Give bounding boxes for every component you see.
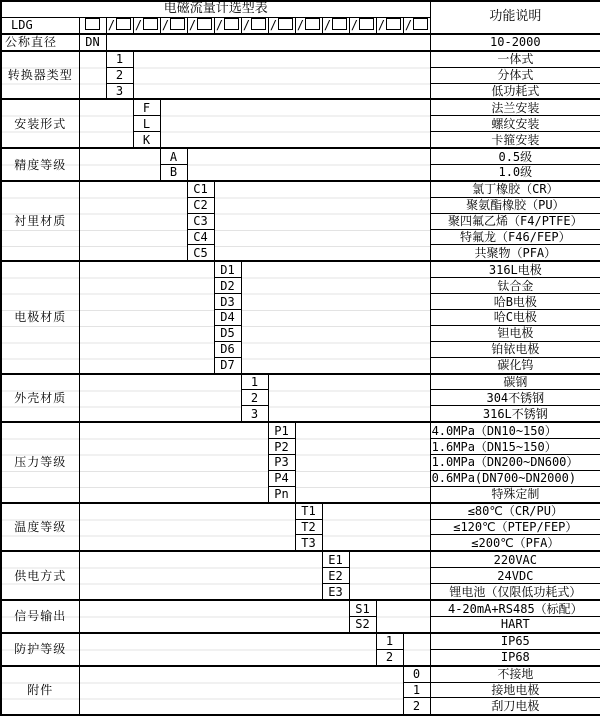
code-cell: D6 bbox=[214, 341, 241, 357]
code-cell: 1 bbox=[241, 374, 268, 390]
function-desc-cell: 聚四氟乙烯（F4/PTFE） bbox=[430, 213, 600, 229]
blank-area bbox=[322, 503, 430, 552]
blank-box-icon bbox=[224, 18, 239, 30]
code-cell: E2 bbox=[322, 568, 349, 584]
table-row bbox=[1, 148, 600, 164]
code-cell: L bbox=[133, 116, 160, 132]
model-slot-cell bbox=[349, 17, 376, 33]
model-slot-cell bbox=[133, 17, 160, 33]
function-desc-cell: 法兰安装 bbox=[430, 99, 600, 115]
code-cell: D5 bbox=[214, 325, 241, 341]
function-column-header: 功能说明 bbox=[430, 1, 600, 34]
code-cell: 2 bbox=[403, 698, 430, 715]
function-desc-cell: 316L电极 bbox=[430, 261, 600, 277]
blank-box-icon bbox=[278, 18, 293, 30]
function-desc-cell: 铂铱电极 bbox=[430, 341, 600, 357]
slash-separator: / bbox=[188, 18, 197, 33]
code-cell: C3 bbox=[187, 213, 214, 229]
code-cell: D3 bbox=[214, 294, 241, 310]
table-row bbox=[1, 51, 600, 67]
code-cell: Pn bbox=[268, 486, 295, 502]
blank-area bbox=[79, 181, 187, 261]
blank-area bbox=[79, 633, 376, 666]
slash-separator: / bbox=[323, 18, 332, 33]
code-cell: T2 bbox=[295, 519, 322, 535]
code-cell: P3 bbox=[268, 455, 295, 471]
function-desc-cell: 刮刀电极 bbox=[430, 698, 600, 715]
function-desc-cell: 316L不锈钢 bbox=[430, 406, 600, 422]
code-cell: S1 bbox=[349, 600, 376, 616]
function-desc-cell: 0.6MPa(DN700~DN2000) bbox=[430, 470, 600, 486]
blank-area bbox=[403, 633, 430, 666]
slash-separator: / bbox=[107, 18, 116, 33]
code-cell: F bbox=[133, 99, 160, 115]
table-row bbox=[1, 99, 600, 115]
blank-area bbox=[79, 261, 214, 373]
table-row bbox=[1, 633, 600, 649]
blank-box-icon bbox=[85, 18, 100, 30]
code-cell: 2 bbox=[241, 390, 268, 406]
code-cell: C1 bbox=[187, 181, 214, 197]
blank-area bbox=[79, 551, 322, 600]
function-desc-cell: ≤80℃（CR/PU） bbox=[430, 503, 600, 519]
model-first-box-cell bbox=[79, 17, 106, 33]
blank-box-icon bbox=[413, 18, 428, 30]
code-cell: C4 bbox=[187, 229, 214, 245]
function-desc-cell: 钛合金 bbox=[430, 278, 600, 294]
code-cell: 2 bbox=[106, 67, 133, 83]
blank-area bbox=[349, 551, 430, 600]
blank-area bbox=[79, 374, 241, 423]
blank-area bbox=[133, 51, 430, 100]
blank-area bbox=[268, 374, 430, 423]
code-cell: S2 bbox=[349, 616, 376, 632]
blank-box-icon bbox=[197, 18, 212, 30]
function-desc-cell: 螺纹安装 bbox=[430, 116, 600, 132]
category-label: 附件 bbox=[1, 666, 79, 715]
code-cell: D1 bbox=[214, 261, 241, 277]
category-label: 精度等级 bbox=[1, 148, 79, 181]
blank-area bbox=[79, 422, 268, 502]
blank-box-icon bbox=[170, 18, 185, 30]
function-desc-cell: 共聚物（PFA） bbox=[430, 245, 600, 261]
category-label: 公称直径 bbox=[1, 34, 79, 51]
code-cell: E1 bbox=[322, 551, 349, 567]
model-slot-cell bbox=[322, 17, 349, 33]
function-desc-cell: 低功耗式 bbox=[430, 83, 600, 99]
code-cell: T3 bbox=[295, 535, 322, 551]
table-row bbox=[1, 422, 600, 438]
function-desc-cell: 不接地 bbox=[430, 666, 600, 682]
function-desc-cell: 304不锈钢 bbox=[430, 390, 600, 406]
function-desc-cell: 碳化钨 bbox=[430, 357, 600, 373]
function-desc-cell: 1.0级 bbox=[430, 165, 600, 181]
function-desc-cell: 聚氨酯橡胶（PU） bbox=[430, 197, 600, 213]
blank-area bbox=[79, 51, 106, 100]
function-desc-cell: 卡箍安装 bbox=[430, 132, 600, 148]
category-label: 转换器类型 bbox=[1, 51, 79, 100]
function-desc-cell: ≤120℃（PTEP/FEP） bbox=[430, 519, 600, 535]
function-desc-cell: IP65 bbox=[430, 633, 600, 649]
function-desc-cell: 接地电极 bbox=[430, 682, 600, 698]
category-label: 衬里材质 bbox=[1, 181, 79, 261]
code-cell: E3 bbox=[322, 584, 349, 600]
blank-area bbox=[79, 148, 160, 181]
table-row bbox=[1, 503, 600, 519]
category-label: 供电方式 bbox=[1, 551, 79, 600]
table-row bbox=[1, 1, 600, 17]
function-desc-cell: 10-2000 bbox=[430, 34, 600, 51]
function-desc-cell: 钽电极 bbox=[430, 325, 600, 341]
model-slot-cell bbox=[403, 17, 430, 33]
function-desc-cell: 24VDC bbox=[430, 568, 600, 584]
table-row bbox=[1, 181, 600, 197]
model-slot-cell bbox=[160, 17, 187, 33]
table-row bbox=[1, 600, 600, 616]
table-title: 电磁流量计选型表 bbox=[1, 1, 430, 17]
code-cell: 3 bbox=[241, 406, 268, 422]
blank-area bbox=[79, 666, 403, 715]
model-slot-cell bbox=[295, 17, 322, 33]
function-desc-cell: 一体式 bbox=[430, 51, 600, 67]
blank-area bbox=[187, 148, 430, 181]
function-desc-cell: 4-20mA+RS485（标配） bbox=[430, 600, 600, 616]
function-desc-cell: 特殊定制 bbox=[430, 486, 600, 502]
function-desc-cell: 1.0MPa（DN200~DN600） bbox=[430, 455, 600, 471]
function-desc-cell: 1.6MPa（DN15~150） bbox=[430, 439, 600, 455]
category-label: 电极材质 bbox=[1, 261, 79, 373]
blank-box-icon bbox=[251, 18, 266, 30]
code-cell: DN bbox=[79, 34, 106, 51]
slash-separator: / bbox=[350, 18, 359, 33]
model-slot-cell bbox=[376, 17, 403, 33]
function-desc-cell: 0.5级 bbox=[430, 148, 600, 164]
function-desc-cell: 氯丁橡胶（CR） bbox=[430, 181, 600, 197]
slash-separator: / bbox=[404, 18, 413, 33]
blank-area bbox=[79, 503, 295, 552]
code-cell: K bbox=[133, 132, 160, 148]
code-cell: 2 bbox=[376, 649, 403, 665]
table-row bbox=[1, 666, 600, 682]
model-prefix-label: LDG bbox=[1, 17, 79, 33]
function-desc-cell: 碳钢 bbox=[430, 374, 600, 390]
category-label: 安装形式 bbox=[1, 99, 79, 148]
table-row bbox=[1, 374, 600, 390]
code-cell: T1 bbox=[295, 503, 322, 519]
code-cell: B bbox=[160, 165, 187, 181]
blank-box-icon bbox=[143, 18, 158, 30]
function-desc-cell: 哈C电极 bbox=[430, 310, 600, 326]
blank-area bbox=[160, 99, 430, 148]
table-row bbox=[1, 34, 600, 51]
model-slot-cell bbox=[106, 17, 133, 33]
code-cell: 3 bbox=[106, 83, 133, 99]
code-cell: C5 bbox=[187, 245, 214, 261]
slash-separator: / bbox=[242, 18, 251, 33]
code-cell: A bbox=[160, 148, 187, 164]
function-desc-cell: 锂电池（仅限低功耗式） bbox=[430, 584, 600, 600]
category-label: 信号输出 bbox=[1, 600, 79, 633]
blank-area bbox=[214, 181, 430, 261]
function-desc-cell: 4.0MPa（DN10~150） bbox=[430, 422, 600, 438]
category-label: 外壳材质 bbox=[1, 374, 79, 423]
model-slot-cell bbox=[187, 17, 214, 33]
function-desc-cell: 哈B电极 bbox=[430, 294, 600, 310]
code-cell: P2 bbox=[268, 439, 295, 455]
category-label: 温度等级 bbox=[1, 503, 79, 552]
blank-area bbox=[376, 600, 430, 633]
function-desc-cell: 220VAC bbox=[430, 551, 600, 567]
code-cell: D4 bbox=[214, 310, 241, 326]
function-desc-cell: 分体式 bbox=[430, 67, 600, 83]
code-cell: 0 bbox=[403, 666, 430, 682]
function-desc-cell: 特氟龙（F46/FEP） bbox=[430, 229, 600, 245]
slash-separator: / bbox=[296, 18, 305, 33]
blank-area bbox=[241, 261, 430, 373]
model-slot-cell bbox=[268, 17, 295, 33]
code-cell: P4 bbox=[268, 470, 295, 486]
blank-box-icon bbox=[305, 18, 320, 30]
function-desc-cell: ≤200℃（PFA） bbox=[430, 535, 600, 551]
model-slot-cell bbox=[214, 17, 241, 33]
code-cell: D7 bbox=[214, 357, 241, 373]
slash-separator: / bbox=[161, 18, 170, 33]
blank-box-icon bbox=[359, 18, 374, 30]
blank-box-icon bbox=[332, 18, 347, 30]
blank-box-icon bbox=[386, 18, 401, 30]
category-label: 防护等级 bbox=[1, 633, 79, 666]
code-cell: D2 bbox=[214, 278, 241, 294]
function-desc-cell: IP68 bbox=[430, 649, 600, 665]
table-row bbox=[1, 261, 600, 277]
blank-box-icon bbox=[116, 18, 131, 30]
blank-area bbox=[295, 422, 430, 502]
blank-area bbox=[79, 600, 349, 633]
category-label: 压力等级 bbox=[1, 422, 79, 502]
code-cell: 1 bbox=[376, 633, 403, 649]
table-row bbox=[1, 551, 600, 567]
model-slot-cell bbox=[241, 17, 268, 33]
code-cell: 1 bbox=[403, 682, 430, 698]
slash-separator: / bbox=[269, 18, 278, 33]
code-cell: P1 bbox=[268, 422, 295, 438]
blank-area bbox=[106, 34, 430, 51]
slash-separator: / bbox=[134, 18, 143, 33]
slash-separator: / bbox=[377, 18, 386, 33]
code-cell: C2 bbox=[187, 197, 214, 213]
slash-separator: / bbox=[215, 18, 224, 33]
code-cell: 1 bbox=[106, 51, 133, 67]
function-desc-cell: HART bbox=[430, 616, 600, 632]
blank-area bbox=[79, 99, 133, 148]
